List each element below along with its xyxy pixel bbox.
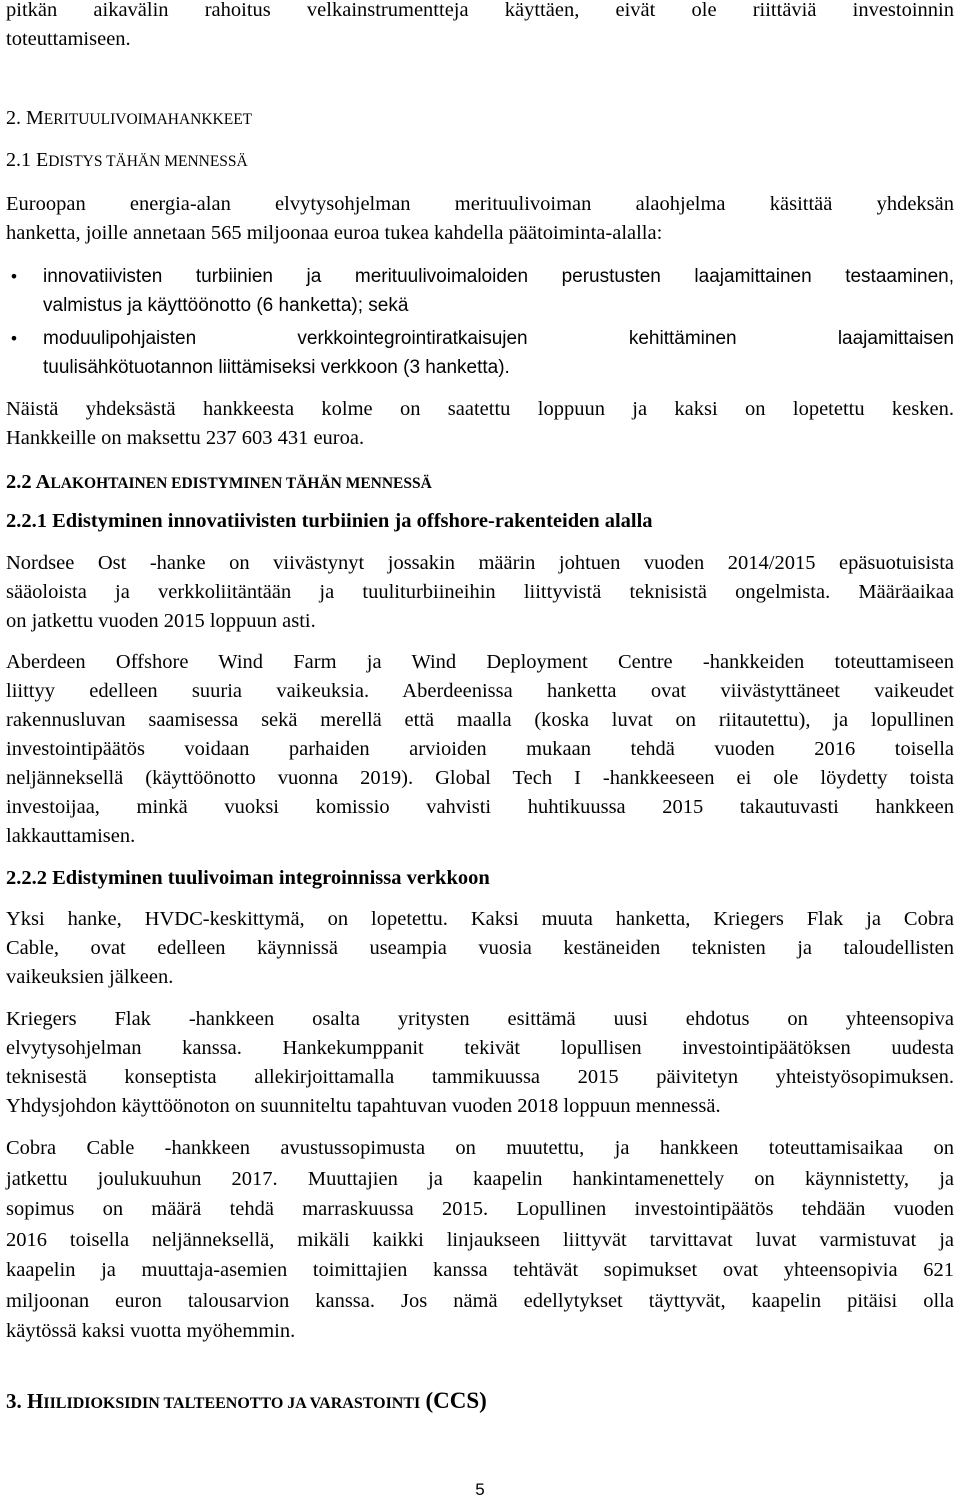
- text-line: sääoloista ja verkkoliitäntään ja tuuliturbiineihin liittyvistä teknisistä ongelmista. Määräaikaa: [6, 581, 954, 603]
- section-number: 3. H: [6, 1389, 44, 1413]
- text-line: Yksi hanke, HVDC-keskittymä, on lopetettu. Kaksi muuta hanketta, Kriegers Flak ja Cobra: [6, 908, 954, 930]
- text-line: vaikeuksien jälkeen.: [6, 966, 174, 988]
- text-line: teknisestä konseptista allekirjoittamalla tammikuussa 2015 päivitetyn yhteistyösopimuksen.: [6, 1066, 954, 1088]
- bullet-icon: •: [9, 329, 19, 348]
- text-line: Aberdeen Offshore Wind Farm ja Wind Deployment Centre -hankkeiden toteuttamiseen: [6, 651, 954, 673]
- text-line: hanketta, joille annetaan 565 miljoonaa euroa tukea kahdella päätoiminta-alalla:: [6, 222, 663, 244]
- section-2-2-2-heading: 2.2.2 Edistyminen tuulivoiman integroinnissa verkkoon: [6, 867, 490, 889]
- text-line: valmistus ja käyttöönotto (6 hanketta); sekä: [43, 295, 409, 316]
- text-line: miljoonan euron talousarvion kanssa. Jos nämä edellytykset täyttyvät, kaapelin pitäisi olla: [6, 1289, 954, 1312]
- text-line: investointipäätös voidaan parhaiden arvioiden mukaan tehdä vuoden 2016 toisella: [6, 738, 954, 760]
- text-line: on jatkettu vuoden 2015 loppuun asti.: [6, 610, 316, 632]
- bullet-icon: •: [9, 267, 19, 286]
- text-line: Euroopan energia-alan elvytysohjelman merituulivoiman alaohjelma käsittää yhdeksän: [6, 193, 954, 215]
- text-line: Hankkeille on maksettu 237 603 431 euroa.: [6, 427, 365, 449]
- text-line: rakennusluvan saamisessa sekä merellä että maalla (koska luvat on riitautettu), ja lopullinen: [6, 709, 954, 731]
- intro-paragraph: [6, 0, 954, 54]
- paragraph-aberdeen: [6, 648, 954, 851]
- section-2-1-heading: [6, 148, 248, 174]
- section-title: LAKOHTAINEN EDISTYMINEN TÄHÄN MENNESSÄ: [50, 475, 432, 492]
- text-line: kaapelin ja muuttaja-asemien toimittajien kanssa tehtävät sopimukset ovat yhteensopivia 621: [6, 1259, 954, 1281]
- page-number: 5: [475, 1480, 485, 1499]
- text-line: innovatiivisten turbiinien ja merituulivoimaloiden perustusten laajamittainen testaaminen,: [43, 266, 954, 287]
- section-title: DISTYS TÄHÄN MENNESSÄ: [48, 153, 248, 170]
- text-line: sopimus on määrä tehdä marraskuussa 2015. Lopullinen investointipäätös tehdään vuoden: [6, 1198, 954, 1220]
- text-line: Cobra Cable -hankkeen avustussopimusta on muutettu, ja hankkeen toteuttamisaikaa on: [6, 1137, 954, 1159]
- text-line: moduulipohjaisten verkkointegrointiratkaisujen kehittäminen laajamittaisen: [43, 328, 954, 349]
- bullet-item-2: [43, 324, 954, 382]
- text-line: toteuttamiseen.: [6, 28, 131, 50]
- text-line: 2016 toisella neljänneksellä, mikäli kaikki linjaukseen liittyvät tarvittavat luvat varmistuvat ja: [6, 1228, 954, 1251]
- section-2-heading: [6, 106, 252, 132]
- text-line: Yhdysjohdon käyttöönoton on suunniteltu tapahtuvan vuoden 2018 loppuun mennessä.: [6, 1095, 721, 1117]
- section-number: 2.1 E: [6, 149, 49, 171]
- section-2-1-summary: [6, 395, 954, 453]
- text-line: käytössä kaksi vuotta myöhemmin.: [6, 1320, 296, 1342]
- bullet-item-1: [43, 262, 954, 320]
- text-line: elvytysohjelman kanssa. Hankekumppanit tekivät lopullisen investointipäätöksen uudesta: [6, 1037, 954, 1059]
- text-line: Kriegers Flak -hankkeen osalta yritysten esittämä uusi ehdotus on yhteensopiva: [6, 1008, 954, 1030]
- text-line: neljänneksellä (käyttöönotto vuonna 2019). Global Tech I -hankkeeseen ei ole löydetty toista: [6, 767, 954, 789]
- section-number: 2.2 A: [6, 471, 51, 493]
- section-title: IILIDIOKSIDIN TALTEENOTTO JA VARASTOINTI: [43, 1395, 421, 1412]
- text-line: Nordsee Ost -hanke on viivästynyt jossakin määrin johtuen vuoden 2014/2015 epäsuotuisista: [6, 552, 954, 574]
- text-line: lakkauttamisen.: [6, 825, 136, 847]
- section-number: 2. M: [6, 107, 44, 129]
- text-line: Cable, ovat edelleen käynnissä useampia vuosia kestäneiden teknisten ja taloudellisten: [6, 937, 954, 959]
- paragraph-cobra-cable: [6, 1133, 954, 1347]
- section-3-heading: [6, 1386, 487, 1419]
- section-2-1-intro: [6, 190, 954, 248]
- paragraph-nordsee: [6, 549, 954, 636]
- section-title: ERITUULIVOIMAHANKKEET: [43, 111, 253, 128]
- section-2-2-heading: [6, 469, 432, 497]
- paragraph-hvdc: [6, 905, 954, 992]
- text-line: tuulisähkötuotannon liittämiseksi verkkoon (3 hanketta).: [43, 357, 510, 378]
- text-line: pitkän aikavälin rahoitus velkainstrumentteja käyttäen, eivät ole riittäviä investoinnin: [6, 0, 954, 21]
- text-line: investoijaa, minkä vuoksi komissio vahvisti huhtikuussa 2015 takautuvasti hankkeen: [6, 796, 954, 818]
- paragraph-kriegers-flak: [6, 1005, 954, 1121]
- text-line: liittyy edelleen suuria vaikeuksia. Aberdeenissa hanketta ovat viivästyttäneet vaikeudet: [6, 680, 954, 702]
- section-2-2-1-heading: 2.2.1 Edistyminen innovatiivisten turbiinien ja offshore-rakenteiden alalla: [6, 510, 653, 532]
- text-line: jatkettu joulukuuhun 2017. Muuttajien ja kaapelin hankintamenettely on käynnistetty, ja: [6, 1167, 954, 1190]
- text-line: Näistä yhdeksästä hankkeesta kolme on saatettu loppuun ja kaksi on lopetettu kesken.: [6, 398, 954, 420]
- section-abbreviation: (CCS): [425, 1388, 487, 1413]
